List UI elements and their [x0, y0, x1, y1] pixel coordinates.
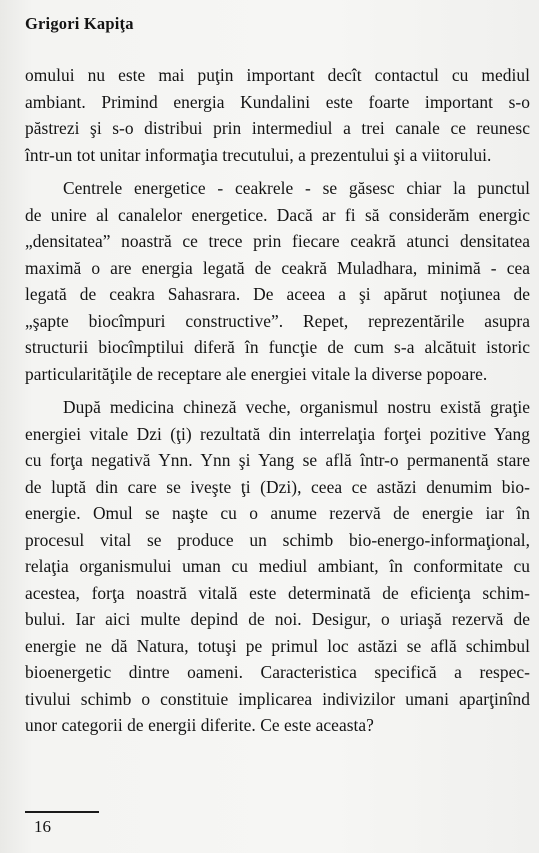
text-line: de unire al canalelor energetice. Dacă ar fi să considerăm energic	[25, 204, 530, 225]
text-line: cu forţa negativă Ynn. Ynn şi Yang se află într-o permanentă stare	[25, 450, 530, 470]
text-line: tivului schimb o constituie implicarea indivizilor umani aparţinînd	[25, 688, 530, 709]
text-line: într-un tot unitar informaţia trecutului, a prezentului şi a viitorului.	[25, 144, 492, 165]
text-line: particularităţile de receptare ale energiei vitale la diverse popoare.	[25, 363, 488, 384]
text-line: de luptă din care se iveşte ţi (Dzi), ceea ce astăzi denumim bio-	[25, 476, 530, 497]
text-line: structurii biocîmptilui diferă în funcţie de cum s-a alcătuit istoric	[25, 337, 530, 357]
text-line: unor categorii de energii diferite. Ce este aceasta?	[25, 715, 374, 735]
text-line: relaţia organismului uman cu mediul ambiant, în conformitate cu	[25, 556, 530, 576]
text-line: „densitatea” noastră ce trece prin fiecare ceakră atunci densitatea	[25, 231, 530, 251]
text-line: După medicina chineză veche, organismul nostru există graţie	[63, 397, 530, 417]
text-line: omului nu este mai puţin important decît contactul cu mediul	[25, 65, 530, 85]
text-line: legată de ceakra Sahasrara. De aceea a şi apărut noţiunea de	[25, 284, 530, 304]
text-line: maximă o are energia legată de ceakră Muladhara, minimă - cea	[25, 257, 530, 278]
footer-rule	[25, 811, 99, 813]
text-line: energiei vitale Dzi (ţi) rezultată din interrelaţia forţei pozitive Yang	[25, 423, 530, 444]
paragraph-1	[25, 62, 530, 168]
text-line: „şapte biocîmpuri constructive”. Repet, reprezentările asupra	[25, 310, 530, 331]
text-line: procesul vital se produce un schimb bio-energo-informaţional,	[25, 529, 530, 550]
text-line: bului. Iar aici multe depind de noi. Desigur, o uriaşă rezervă de	[25, 609, 530, 629]
page-number: 16	[34, 817, 51, 836]
text-line: acestea, forţa noastră vitală este determinată de eficienţa schim-	[25, 582, 530, 603]
paragraph-3	[25, 394, 530, 739]
text-line: energie ne dă Natura, totuşi pe primul loc astăzi se află schimbul	[25, 635, 530, 656]
body-text	[25, 62, 530, 746]
text-line: păstrezi şi s-o distribui prin intermediul a trei canale ce reunesc	[25, 118, 530, 138]
paragraph-2	[25, 175, 530, 387]
text-line: ambiant. Primind energia Kundalini este foarte important s-o	[25, 91, 530, 112]
running-header-author: Grigori Kapiţa	[25, 14, 134, 33]
text-line: bioenergetic dintre oameni. Caracteristica specifică a respec-	[25, 662, 530, 682]
text-line: Centrele energetice - ceakrele - se găsesc chiar la punctul	[63, 178, 530, 198]
text-line: energie. Omul se naşte cu o anume rezervă de energie iar în	[25, 503, 530, 523]
